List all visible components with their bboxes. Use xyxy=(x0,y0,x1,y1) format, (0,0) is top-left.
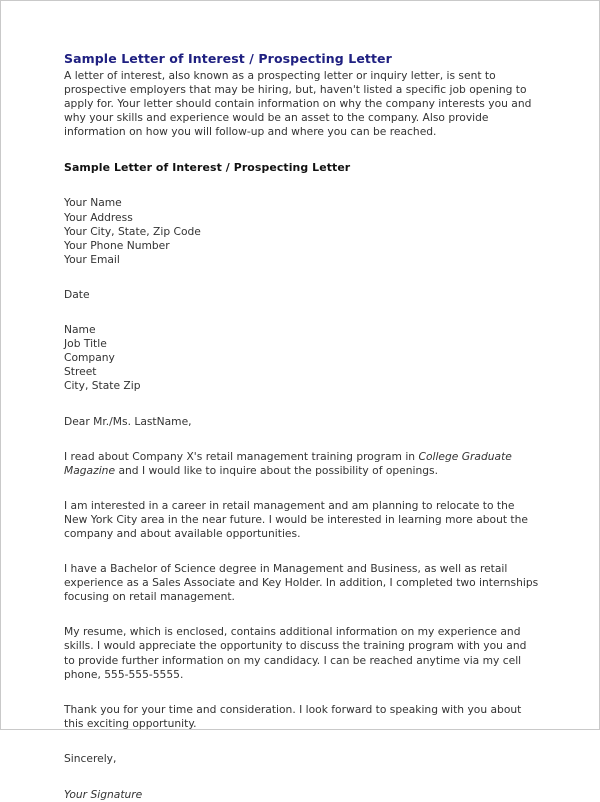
body-paragraph-1 xyxy=(64,450,540,478)
paragraph-1-before-italic: I read about Company X's retail management training program in xyxy=(64,449,419,463)
body-paragraph-4: My resume, which is enclosed, contains additional information on my experience and skills. I would appreciate the opportunity to discuss the training program with you and to provide further information on my candidacy. I can be reached anytime via my cell phone, 555-555-5555. xyxy=(64,625,527,681)
salutation: Dear Mr./Ms. LastName, xyxy=(64,414,192,428)
intro-paragraph: A letter of interest, also known as a prospecting letter or inquiry letter, is sent to prospective employers that may be hiring, but, haven't listed a specific job opening to apply for. Your letter should contain information on why the company interests you and why your skills and experience would be an asset to the company. Also provide information on how you will follow-up and where you can be reached. xyxy=(64,69,532,139)
recipient-name: Name xyxy=(64,323,96,337)
sender-name: Your Name xyxy=(64,196,122,210)
recipient-city-state-zip: City, State Zip xyxy=(64,379,141,393)
paragraph-1-after-italic: and I would like to inquire about the possibility of openings. xyxy=(115,463,439,477)
page-title: Sample Letter of Interest / Prospecting Letter xyxy=(64,51,392,66)
date-line: Date xyxy=(64,287,90,301)
body-paragraph-5: Thank you for your time and consideration. I look forward to speaking with you about this exciting opportunity. xyxy=(64,702,522,730)
signature-line: Your Signature xyxy=(64,788,143,801)
closing: Sincerely, xyxy=(64,751,117,765)
sender-address: Your Address xyxy=(64,210,133,224)
sender-phone: Your Phone Number xyxy=(64,238,170,252)
magazine-title: College Graduate Magazine xyxy=(64,449,512,477)
body-paragraph-3: I have a Bachelor of Science degree in Management and Business, as well as retail experience as a Sales Associate and Key Holder. In addition, I completed two internships focusing on retail management. xyxy=(64,562,539,604)
recipient-company: Company xyxy=(64,351,115,365)
sample-letter-heading: Sample Letter of Interest / Prospecting Letter xyxy=(64,161,351,175)
sender-address-block xyxy=(64,196,540,266)
sender-city-state-zip: Your City, State, Zip Code xyxy=(64,224,201,238)
letter-content xyxy=(64,51,540,802)
body-paragraph-2: I am interested in a career in retail management and am planning to relocate to the New York City area in the near future. I would be interested in learning more about the company and about available opportunities. xyxy=(64,498,528,540)
recipient-address-block xyxy=(64,323,540,393)
recipient-job-title: Job Title xyxy=(64,337,107,351)
recipient-street: Street xyxy=(64,365,97,379)
sender-email: Your Email xyxy=(64,252,120,266)
